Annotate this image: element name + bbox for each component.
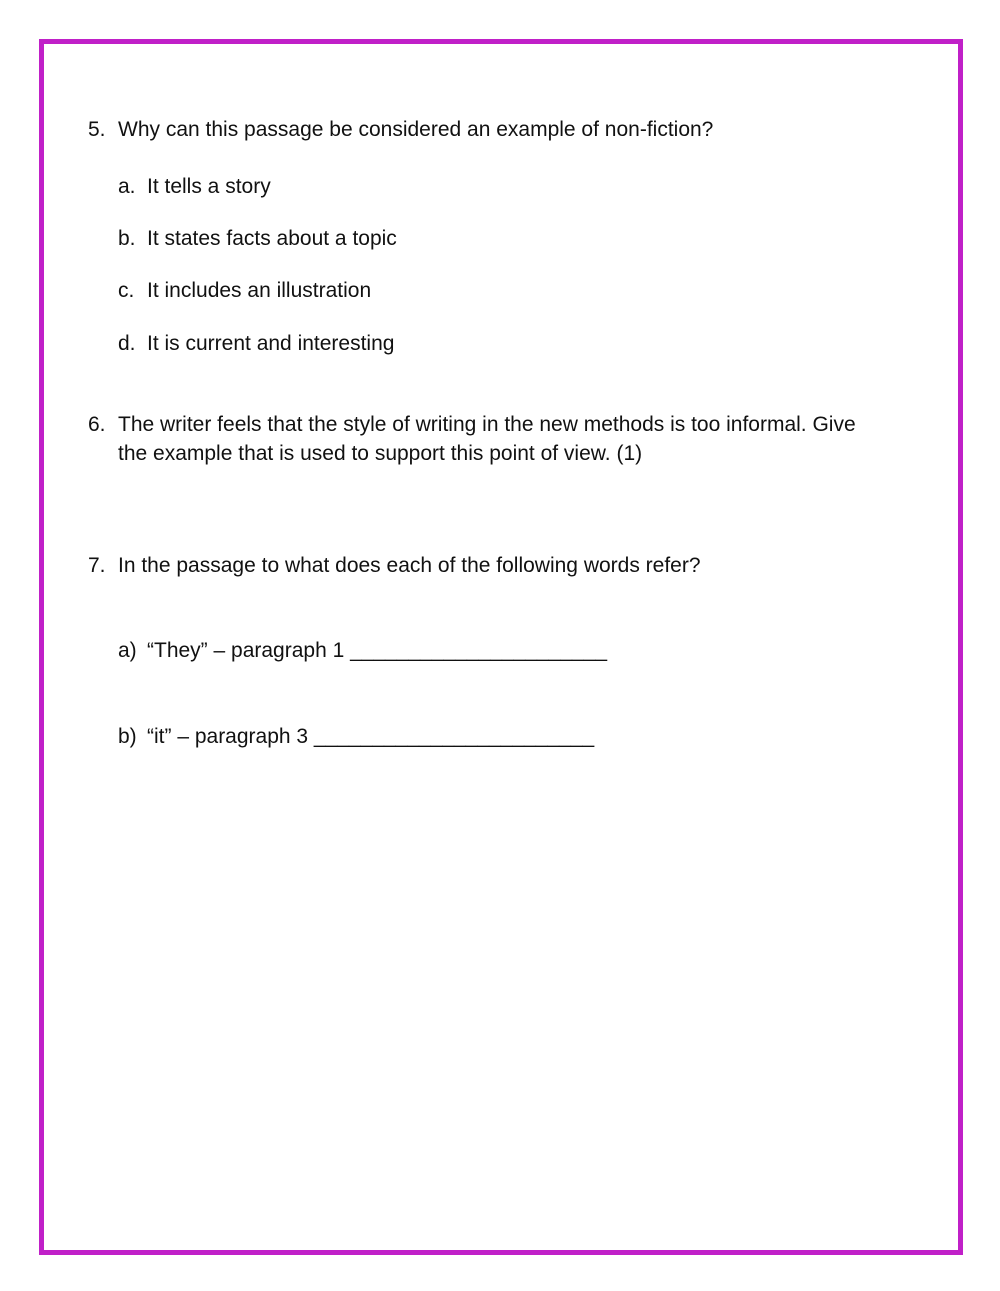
option-text: It includes an illustration [147, 279, 372, 302]
question-text: In the passage to what does each of the following words refer? [118, 554, 701, 577]
option-text: It tells a story [147, 175, 271, 198]
part-letter: a) [118, 639, 137, 662]
option-text: It states facts about a topic [147, 227, 397, 250]
option-letter: a. [118, 175, 136, 198]
option-letter: d. [118, 332, 136, 355]
option-letter: c. [118, 279, 135, 302]
question-number: 6. [88, 413, 106, 436]
question-text: Why can this passage be considered an example of non-fiction? [118, 118, 714, 141]
question-text-line-1: The writer feels that the style of writing in the new methods is too informal. Give [118, 413, 856, 436]
option-letter: b. [118, 227, 136, 250]
question-number: 7. [88, 554, 106, 577]
question-text-line-2: the example that is used to support this point of view. (1) [118, 442, 643, 465]
part-text-with-answer-line: “They” – paragraph 1 ______________________ [147, 639, 608, 662]
part-letter: b) [118, 725, 137, 748]
option-text: It is current and interesting [147, 332, 395, 355]
part-text-with-answer-line: “it” – paragraph 3 ________________________ [147, 725, 595, 748]
question-number: 5. [88, 118, 106, 141]
